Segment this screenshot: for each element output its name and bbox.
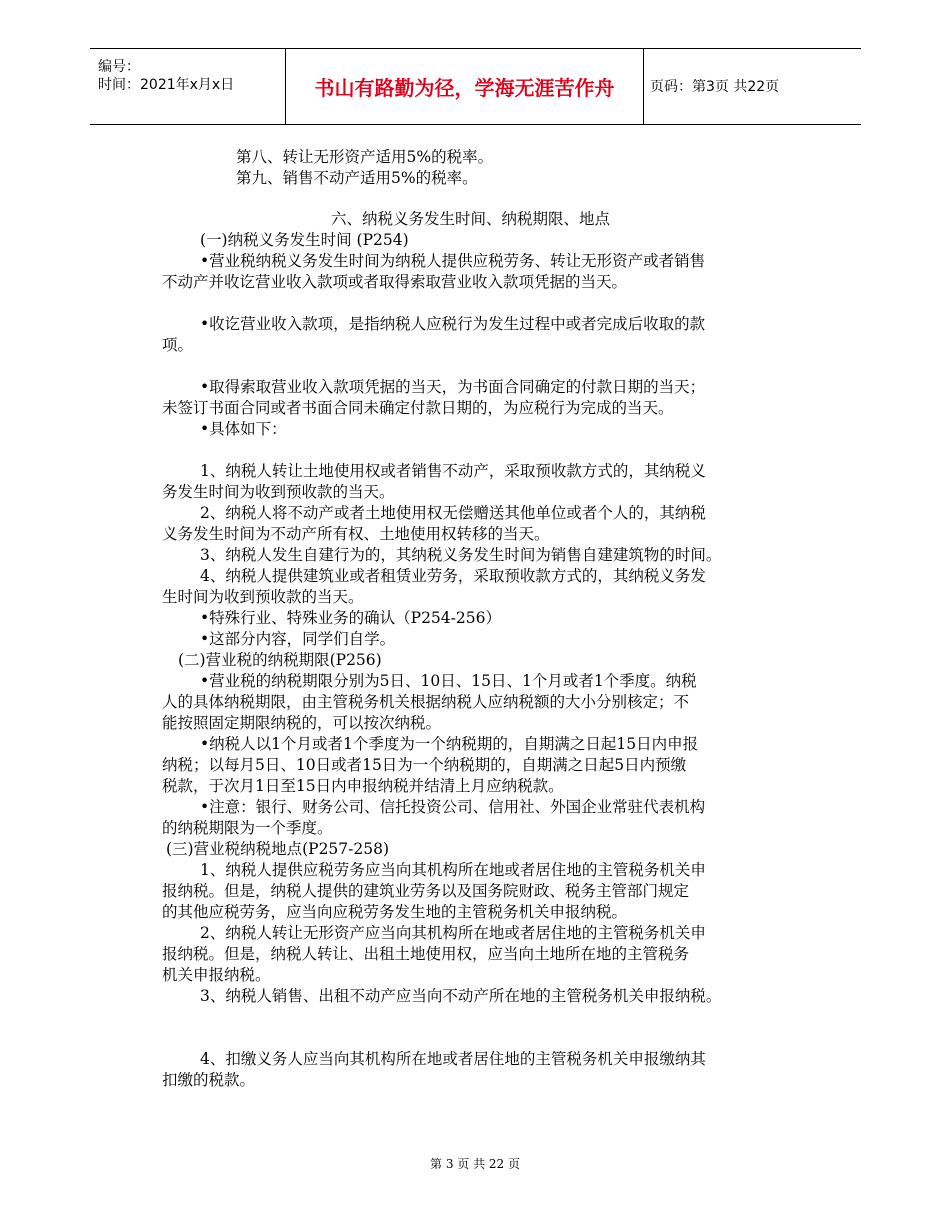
body-line: 能按照固定期限纳税的，可以按次纳税。 — [162, 714, 442, 732]
body-line: 扣缴的税款。 — [162, 1071, 256, 1089]
body-line: 人的具体纳税期限，由主管税务机关根据纳税人应纳税额的大小分别核定；不 — [162, 693, 690, 711]
section-heading: 六、纳税义务发生时间、纳税期限、地点 — [331, 210, 611, 228]
body-line: 项。 — [162, 336, 194, 354]
body-line: •注意：银行、财务公司、信托投资公司、信用社、外国企业常驻代表机构 — [200, 798, 706, 816]
document-number-label: 编号： — [98, 59, 140, 75]
body-line: 纳税；以每月5日、10日或者15日为一个纳税期的，自期满之日起5日内预缴 — [162, 756, 687, 774]
body-line: 3、纳税人发生自建行为的，其纳税义务发生时间为销售自建建筑物的时间。 — [200, 546, 722, 564]
subsection-heading: (三)营业税纳税地点(P257-258) — [166, 840, 390, 858]
document-date-label: 时间：2021年x月x日 — [98, 77, 235, 93]
body-line: 务发生时间为收到预收款的当天。 — [162, 483, 395, 501]
body-line: •纳税人以1个月或者1个季度为一个纳税期的，自期满之日起15日内申报 — [200, 735, 699, 753]
body-line: •营业税的纳税期限分别为5日、10日、15日、1个月或者1个季度。纳税 — [200, 672, 697, 690]
page-header — [90, 48, 861, 125]
body-line: 生时间为收到预收款的当天。 — [162, 588, 364, 606]
body-line: •特殊行业、特殊业务的确认（P254-256） — [200, 609, 501, 627]
body-line: 2、纳税人转让无形资产应当向其机构所在地或者居住地的主管税务机关申 — [200, 924, 706, 942]
body-line: •收讫营业收入款项，是指纳税人应税行为发生过程中或者完成后收取的款 — [200, 315, 706, 333]
body-line: •具体如下： — [200, 420, 287, 438]
header-motto-cell — [286, 49, 644, 124]
header-page-cell — [644, 49, 861, 124]
body-line: •取得索取营业收入款项凭据的当天，为书面合同确定的付款日期的当天； — [200, 378, 706, 396]
body-line: 不动产并收讫营业收入款项或者取得索取营业收入款项凭据的当天。 — [162, 273, 628, 291]
motto-text: 书山有路勤为径，学海无涯苦作舟 — [314, 76, 615, 100]
body-line: 3、纳税人销售、出租不动产应当向不动产所在地的主管税务机关申报纳税。 — [200, 987, 722, 1005]
body-line: 机关申报纳税。 — [162, 966, 271, 984]
body-line: 报纳税。但是，纳税人转让、出租土地使用权，应当向土地所在地的主管税务 — [162, 945, 690, 963]
body-line: •这部分内容，同学们自学。 — [200, 630, 396, 648]
header-meta-cell — [90, 49, 286, 124]
body-line: 4、扣缴义务人应当向其机构所在地或者居住地的主管税务机关申报缴纳其 — [200, 1050, 706, 1068]
page-number-info: 页码：第3页 共22页 — [650, 79, 780, 95]
body-line: 税款，于次月1日至15日内申报纳税并结清上月应纳税款。 — [162, 777, 564, 795]
body-line: 第八、转让无形资产适用5%的税率。 — [236, 148, 494, 166]
body-line: 报纳税。但是，纳税人提供的建筑业劳务以及国务院财政、税务主管部门规定 — [162, 882, 690, 900]
body-line: 4、纳税人提供建筑业或者租赁业劳务，采取预收款方式的，其纳税义务发 — [200, 567, 706, 585]
body-line: 的纳税期限为一个季度。 — [162, 819, 333, 837]
page-footer: 第 3 页 共 22 页 — [430, 1157, 520, 1171]
body-line: •营业税纳税义务发生时间为纳税人提供应税劳务、转让无形资产或者销售 — [200, 252, 706, 270]
body-line: 1、纳税人转让土地使用权或者销售不动产，采取预收款方式的，其纳税义 — [200, 462, 706, 480]
body-line: 2、纳税人将不动产或者土地使用权无偿赠送其他单位或者个人的，其纳税 — [200, 504, 706, 522]
body-line: 义务发生时间为不动产所有权、土地使用权转移的当天。 — [162, 525, 550, 543]
subsection-heading: (一)纳税义务发生时间 (P254) — [200, 231, 409, 249]
body-line: 第九、销售不动产适用5%的税率。 — [236, 169, 478, 187]
subsection-heading: (二)营业税的纳税期限(P256) — [178, 651, 382, 669]
body-line: 未签订书面合同或者书面合同未确定付款日期的，为应税行为完成的当天。 — [162, 399, 674, 417]
body-line: 1、纳税人提供应税劳务应当向其机构所在地或者居住地的主管税务机关申 — [200, 861, 706, 879]
body-line: 的其他应税劳务，应当向应税劳务发生地的主管税务机关申报纳税。 — [162, 903, 628, 921]
